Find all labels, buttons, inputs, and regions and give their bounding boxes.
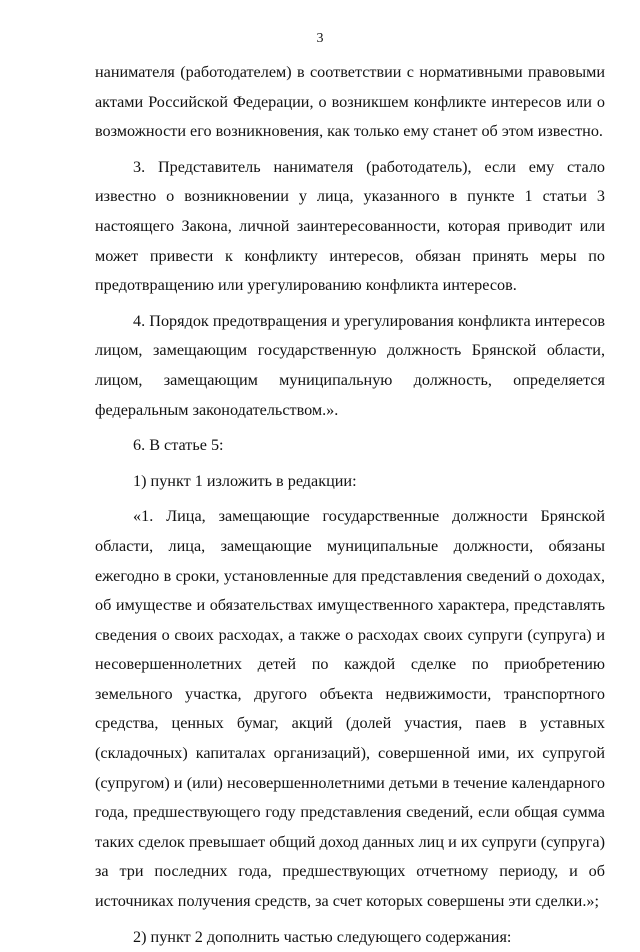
paragraph-quoted-item-1: «1. Лица, замещающие государственные должности Брянской области, лица, замещающие муниципальные должности, обязаны ежегодно в сроки, установленные для представления сведений о доходах, об имуществе и обязательствах имущественного характера, представлять сведения о своих расходах, а также о расходах своих супруги (супруга) и несовершеннолетних детей по каждой сделке по приобретению земельного участка, другого объекта недвижимости, транспортного средства, ценных бумаг, акций (долей участия, паев в уставных (складочных) капиталах организаций), совершенной ими, их супругой (супругом) и (или) несовершеннолетними детьми в течение календарного года, предшествующего году представления сведений, если общая сумма таких сделок превышает общий доход данных лиц и их супруги (супруга) за три последних года, предшествующих отчетному периоду, и об источниках получения средств, за счет которых совершены эти сделки.»; (95, 507, 605, 911)
document-body (95, 58, 605, 952)
paragraph-subitem-2: 2) пункт 2 дополнить частью следующего содержания: (133, 927, 512, 946)
paragraph-article-5-heading: 6. В статье 5: (133, 436, 224, 455)
paragraph-item-4: 4. Порядок предотвращения и урегулирования конфликта интересов лицом, замещающим государственную должность Брянской области, лицом, замещающим муниципальную должность, определяется федеральным законодательством.». (95, 311, 605, 419)
paragraph-item-3: 3. Представитель нанимателя (работодатель), если ему стало известно о возникновении у лица, указанного в пункте 1 статьи 3 настоящего Закона, личной заинтересованности, которая приводит или может привести к конфликту интересов, обязан принять меры по предотвращению или урегулированию конфликта интересов. (95, 157, 605, 295)
paragraph-continuation: нанимателя (работодателем) в соответствии с нормативными правовыми актами Российской Федерации, о возникшем конфликте интересов или о возможности его возникновения, как только ему станет об этом известно. (95, 63, 605, 141)
paragraph-subitem-1: 1) пункт 1 изложить в редакции: (133, 471, 357, 490)
page-number: 3 (316, 31, 324, 46)
